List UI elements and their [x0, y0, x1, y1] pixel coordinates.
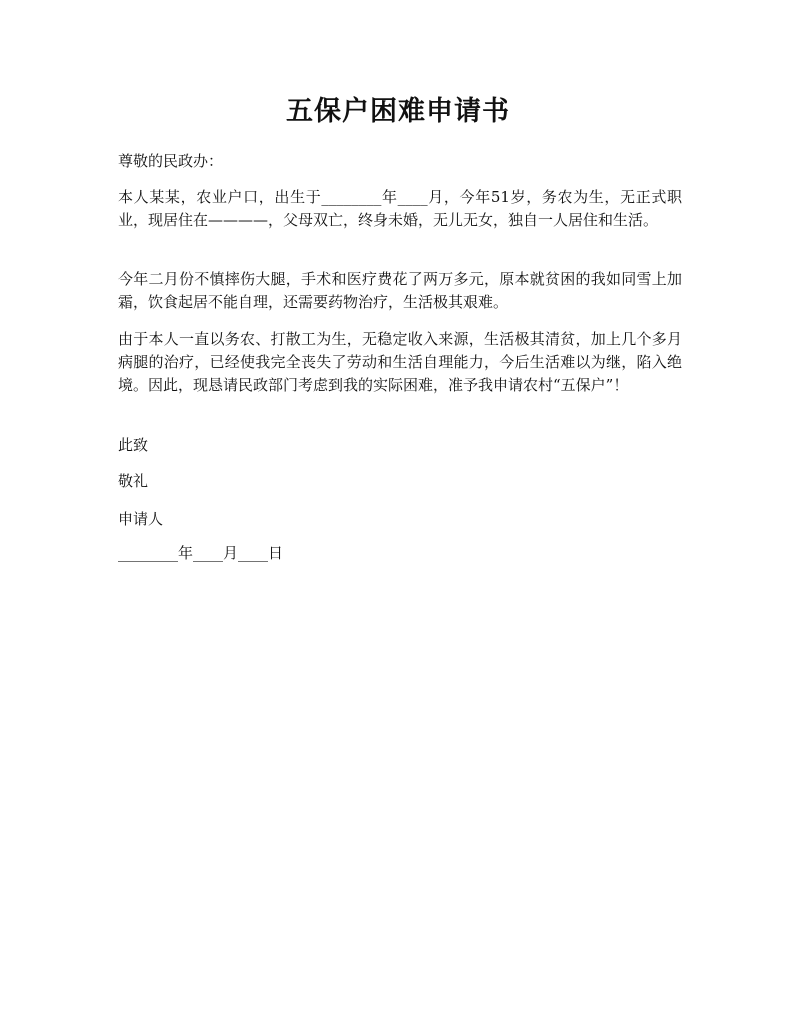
paragraph-request: 由于本人一直以务农、打散工为生，无稳定收入来源，生活极其清贫，加上几个多月病腿的治疗，已经使我完全丧失了劳动和生活自理能力，今后生活难以为继，陷入绝境。因此，现恳请民政部门考虑到我的实际困难，准予我申请农村“五保户”！: [118, 330, 682, 394]
salutation: 尊敬的民政办：: [118, 152, 224, 170]
document-title: 五保户困难申请书: [286, 96, 510, 127]
closing-greeting: 此致: [118, 436, 149, 454]
paragraph-injury: 今年二月份不慎摔伤大腿，手术和医疗费花了两万多元，原本就贫困的我如同雪上加霜，饮食起居不能自理，还需要药物治疗，生活极其艰难。: [118, 270, 682, 311]
applicant-label: 申请人: [118, 510, 164, 528]
date-line: ________年____月____日: [118, 544, 284, 562]
closing-salute: 敬礼: [118, 472, 149, 490]
paragraph-personal-info: 本人某某，农业户口，出生于________年____月，今年51岁，务农为生，无正式职业，现居住在————，父母双亡，终身未婚，无儿无女，独自一人居住和生活。: [118, 188, 682, 229]
